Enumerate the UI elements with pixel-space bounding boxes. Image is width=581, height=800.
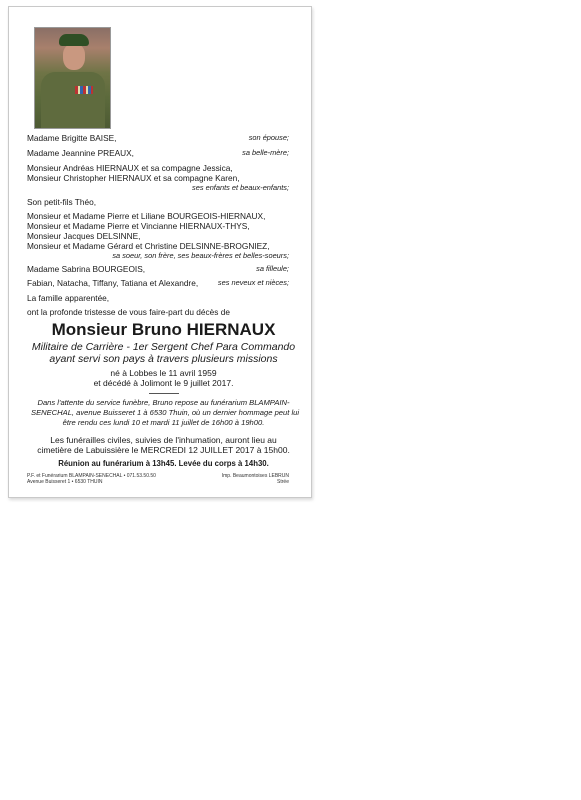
family-member: Monsieur et Madame Gérard et Christine DELSINNE-BROGNIEZ, [27, 241, 270, 251]
family-relation: ses enfants et beaux-enfants; [192, 183, 289, 192]
printer-name: Imp. Beaumontoises LEBRUN [221, 473, 289, 479]
family-member: Monsieur Andréas HIERNAUX et sa compagne Jessica, [27, 163, 233, 173]
family-relation: sa filleule; [256, 264, 289, 273]
family-member: La famille apparentée, [27, 293, 110, 303]
family-member: Monsieur et Madame Pierre et Liliane BOURGEOIS-HIERNAUX, [27, 211, 266, 221]
rest-info-line-2: SENECHAL, avenue Buisseret 1 à 6530 Thuin, où un dernier hommage peut lui [31, 408, 300, 417]
family-member: Monsieur Christopher HIERNAUX et sa compagne Karen, [27, 173, 240, 183]
family-relation: ses neveux et nièces; [217, 278, 289, 287]
family-relation: sa soeur, son frère, ses beaux-frères et belles-soeurs; [112, 251, 289, 260]
death-info: et décédé à Jolimont le 9 juillet 2017. [93, 378, 234, 388]
family-member: Monsieur Jacques DELSINNE, [27, 231, 141, 241]
divider [149, 393, 179, 394]
rest-info-line-3: être rendu ces lundi 10 et mardi 11 juillet de 16h00 à 19h00. [62, 418, 265, 427]
death-notice-card [8, 6, 312, 498]
funeral-home-info: P.F. et Funérarium BLAMPAIN-SENECHAL • 071.53.50.50 [27, 473, 156, 479]
funeral-line-1: Les funérailles civiles, suivies de l'inhumation, auront lieu au [50, 435, 277, 445]
family-member: Son petit-fils Théo, [27, 197, 97, 207]
family-relation: son épouse; [248, 133, 289, 142]
family-member: Madame Sabrina BOURGEOIS, [27, 264, 146, 274]
meeting-info: Réunion au funérarium à 13h45. Levée du corps à 14h30. [58, 459, 269, 468]
birth-info: né à Lobbes le 11 avril 1959 [110, 368, 217, 378]
funeral-line-2: cimetière de Labuissière le MERCREDI 12 JUILLET 2017 à 15h00. [37, 445, 290, 455]
portrait-photo [34, 27, 111, 129]
deceased-name: Monsieur Bruno HIERNAUX [51, 320, 276, 339]
printer-location: Strée [277, 479, 289, 485]
family-member: Madame Jeannine PREAUX, [27, 148, 134, 158]
intro-text: ont la profonde tristesse de vous faire-part du décès de [27, 307, 230, 317]
rest-info-line-1: Dans l'attente du service funèbre, Bruno repose au funérarium BLAMPAIN- [37, 398, 290, 407]
family-relation: sa belle-mère; [242, 148, 289, 157]
funeral-home-address: Avenue Buisseret 1 • 6530 THUIN [27, 479, 103, 485]
family-member: Fabian, Natacha, Tiffany, Tatiana et Alexandre, [27, 278, 199, 288]
occupation-line-2: ayant servi son pays à travers plusieurs missions [49, 353, 278, 365]
family-member: Monsieur et Madame Pierre et Vincianne HIERNAUX-THYS, [27, 221, 250, 231]
family-member: Madame Brigitte BAISE, [27, 133, 117, 143]
occupation-line-1: Militaire de Carrière - 1er Sergent Chef Para Commando [31, 341, 296, 353]
